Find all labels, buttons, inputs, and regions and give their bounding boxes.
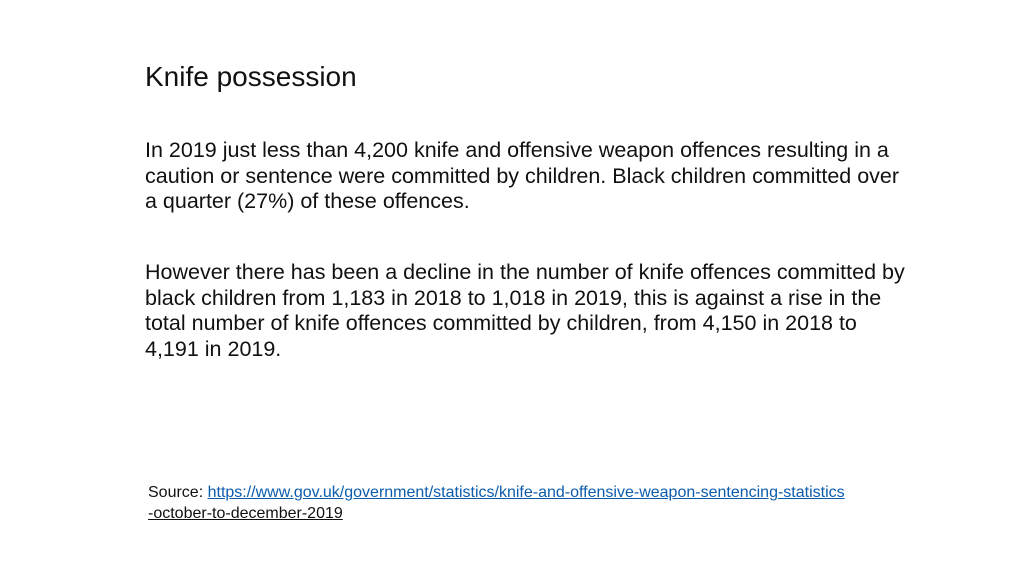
slide-title: Knife possession: [145, 61, 357, 92]
source-link-continued[interactable]: -october-to-december-2019: [148, 505, 343, 522]
source-citation: [148, 482, 908, 524]
source-label: Source:: [148, 484, 208, 501]
paragraph-2: However there has been a decline in the number of knife offences committed by black children from 1,183 in 2018 to 1,018 in 2019, this is against a rise in the total number of knife offences committed by children, from 4,150 in 2018 to 4,191 in 2019.: [145, 260, 905, 361]
source-link[interactable]: https://www.gov.uk/government/statistics/knife-and-offensive-weapon-sentencing-statistics: [207, 484, 845, 501]
paragraph-1: In 2019 just less than 4,200 knife and offensive weapon offences resulting in a caution or sentence were committed by children. Black children committed over a quarter (27%) of these offences.: [145, 138, 900, 213]
